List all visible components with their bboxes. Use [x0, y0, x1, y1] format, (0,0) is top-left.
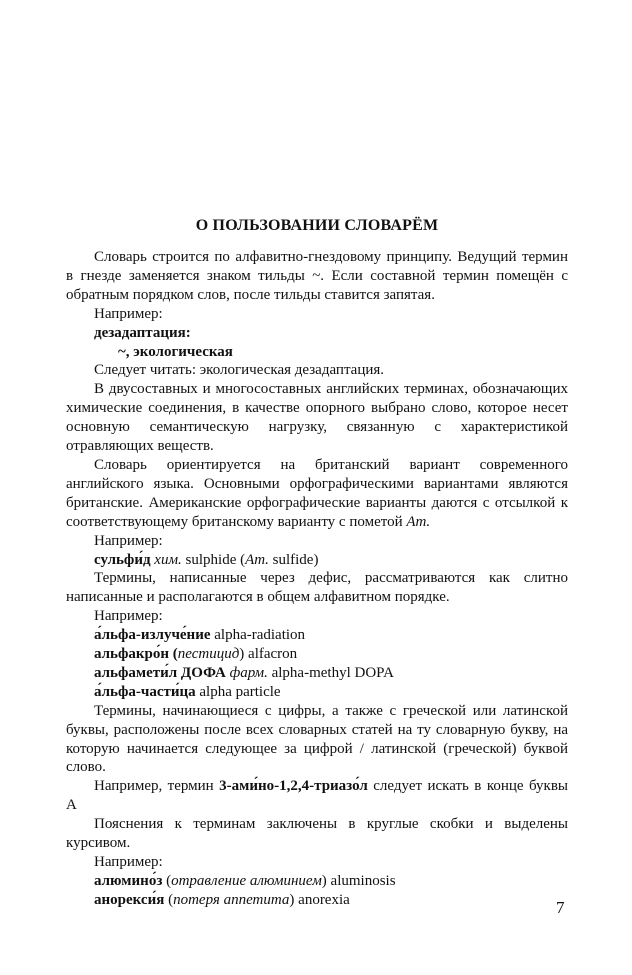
- paragraph-compound-terms: В двусоставных и многосоставных английских терминах, обозначающих химические соединения, в качестве опорного выбрано слово, которое несет основную семантическую нагрузку, связанную с характеристикой отравляющих веществ.: [66, 381, 568, 455]
- paragraph-explanations: Пояснения к терминам заключены в круглые скобки и выделены курсивом.: [66, 816, 568, 852]
- example-head-term: дезадаптация:: [94, 324, 191, 341]
- entry-label: фарм.: [229, 664, 268, 681]
- example-entry: [66, 664, 568, 683]
- entry-term: альфамети́л ДОФА: [94, 664, 226, 681]
- example-label: Например:: [94, 608, 163, 625]
- entry-term: а́льфа-части́ца: [94, 683, 196, 700]
- paragraph-tilde-rule: Словарь строится по алфавитно-гнездовому принципу. Ведущий термин в гнезде заменяется знаком тильды ~. Если составной термин помещён с обратным порядком слов, после тильды ставится запятая.: [66, 249, 568, 303]
- paragraph-triazole-example: [66, 777, 568, 815]
- entry-am-mark: Am.: [245, 551, 269, 568]
- entry-english: sulphide: [185, 551, 237, 568]
- triazole-term: 3-ами́но-1,2,4-триазо́л: [219, 778, 368, 795]
- paragraph-british-text: Словарь ориентируется на британский вариант современного английского языка. Основными орфографическими вариантами являются британские. Американские орфографические варианты даются с отсылкой к соответствующему британскому варианту с пометой: [66, 456, 568, 530]
- entry-english: alfacron: [248, 646, 298, 663]
- entry-term: альфакро́н: [94, 646, 169, 663]
- entry-term: а́льфа-излуче́ние: [94, 627, 211, 644]
- paragraph-hyphenated: Термины, написанные через дефис, рассматриваются как слитно написанные и располагаются в общем алфавитном порядке.: [66, 570, 568, 606]
- paragraph-reading: Следует читать: экологическая дезадаптация.: [94, 362, 385, 379]
- am-mark: Am.: [406, 513, 431, 530]
- entry-note: пестицид: [177, 646, 240, 663]
- example-entry: альфакро́н (пестицид) alfacron: [94, 646, 298, 663]
- entry-english: alpha-methyl DOPA: [271, 664, 394, 681]
- page-number: 7: [556, 898, 565, 917]
- entry-note: потеря аппетита: [173, 891, 290, 908]
- entry-label: хим.: [154, 551, 182, 568]
- paragraph-digit-terms: Термины, начинающиеся с цифры, а также с греческой или латинской буквы, расположены после всех словарных статей на ту словарную букву, на которую начинается следующее за цифрой / латинской (греческой) буквой слово.: [66, 702, 568, 776]
- triazole-end: следует искать в конце буквы А: [66, 778, 568, 814]
- entry-english: anorexia: [298, 891, 350, 908]
- entry-note: отравление алюминием: [171, 872, 322, 889]
- entry-english: alpha-radiation: [214, 627, 306, 644]
- entry-term: анорекси́я: [94, 891, 165, 908]
- paragraph-british-variant: [66, 456, 568, 532]
- triazole-start: Например, термин: [94, 778, 220, 795]
- example-label: Например:: [94, 854, 163, 870]
- example-label: Например:: [94, 305, 163, 322]
- entry-term: сульфи́д: [94, 551, 151, 568]
- entry-paren: (: [240, 551, 246, 568]
- entry-am-english: sulfide): [272, 551, 319, 568]
- example-sub-term: ~, экологическая: [118, 343, 233, 360]
- example-entry: алюмино́з (отравление алюминием) aluminosis: [94, 872, 396, 889]
- body-text: [66, 248, 568, 910]
- example-label: Например:: [94, 532, 163, 549]
- page-title: О ПОЛЬЗОВАНИИ СЛОВАРЁМ: [195, 217, 439, 234]
- example-entry: [66, 683, 568, 702]
- entry-term: алюмино́з: [94, 872, 163, 889]
- entry-english: alpha particle: [199, 683, 281, 700]
- entry-english: aluminosis: [330, 872, 396, 889]
- example-entry-sulphide: [66, 551, 568, 570]
- example-entry: анорекси́я (потеря аппетита) anorexia: [94, 891, 350, 908]
- example-entry: [66, 626, 568, 645]
